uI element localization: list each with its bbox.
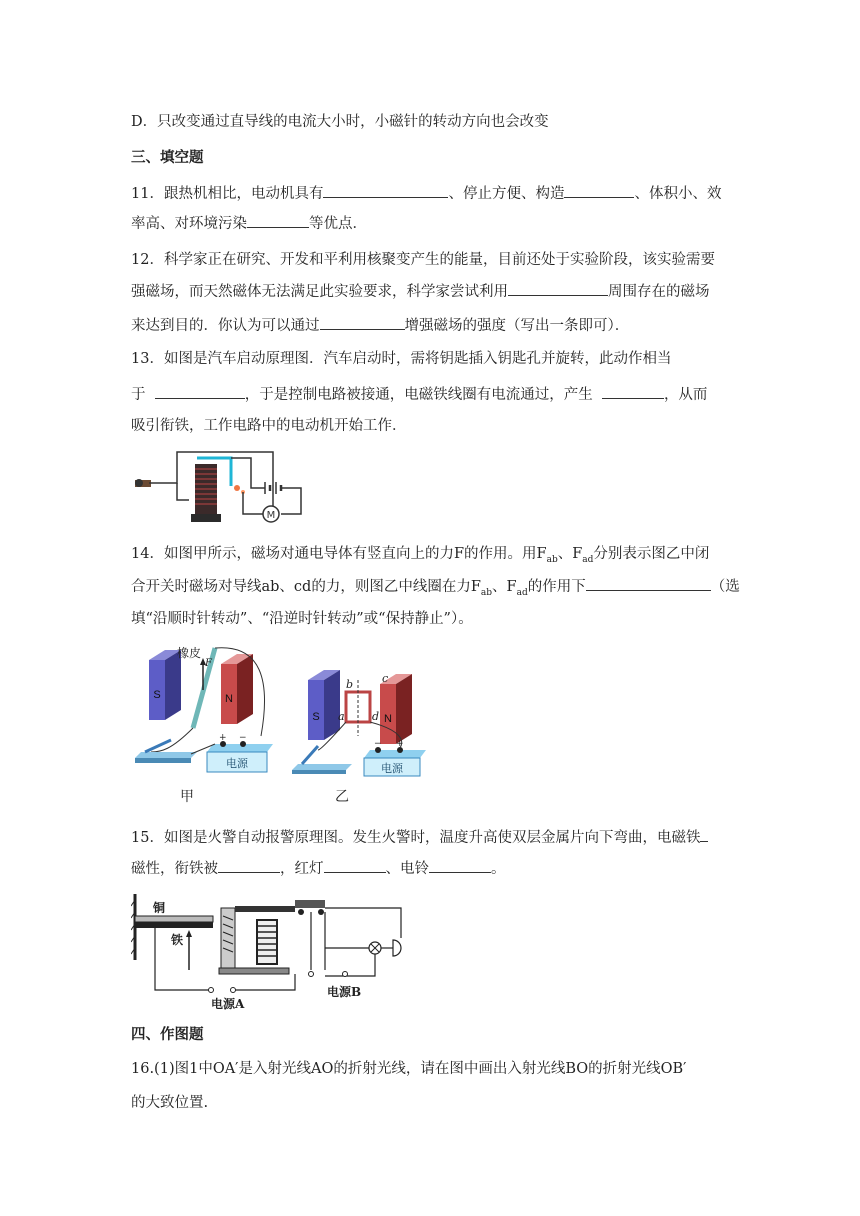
- question-15-line-1: [131, 827, 708, 848]
- q11-text-e: 等优点．: [309, 216, 367, 232]
- svg-text:M: M: [266, 510, 276, 521]
- q14-text-b2: 、F: [492, 579, 517, 595]
- plus-label-yi: +: [396, 739, 404, 749]
- q15-blank-3[interactable]: [324, 858, 386, 873]
- power-label-yi: 电源: [381, 762, 403, 775]
- q14-text-b4: （选: [710, 579, 740, 595]
- power-a-label: 电源A: [211, 997, 245, 1010]
- q15-text-b3: 、电铃: [385, 861, 429, 877]
- question-13-line-2: [131, 384, 707, 405]
- q14-sub-ab: ab: [546, 554, 558, 565]
- question-16-line-2: 的大致位置.: [131, 1095, 209, 1111]
- figure-jia: [131, 640, 291, 780]
- coil-a-label: a: [338, 710, 345, 723]
- q14-text-a2: 、F: [557, 546, 583, 562]
- coil-d-label: d: [372, 710, 380, 723]
- q14-blank-1[interactable]: [586, 576, 711, 591]
- q11-text-b: 、停止方便、构造: [448, 186, 565, 202]
- q13-blank-2[interactable]: [602, 384, 664, 399]
- q12-text-c: 周围存在的磁场: [608, 284, 710, 300]
- question-14-line-2: [131, 576, 740, 603]
- power-label-jia: 电源: [226, 757, 248, 770]
- section-heading-drawing: 四、作图题: [131, 1027, 204, 1043]
- q11-text-c: 、体积小、效: [634, 186, 722, 202]
- q15-blank-1[interactable]: [700, 827, 708, 842]
- magnet-s-label-yi: S: [312, 711, 320, 723]
- q12-blank-1[interactable]: [508, 281, 608, 296]
- q15-text-a: 15．如图是火警自动报警原理图。发生火警时，温度升高使双层金属片向下弯曲，电磁铁: [131, 830, 701, 846]
- q14-text-b1: 合开关时磁场对导线ab、cd的力，则图乙中线圈在力F: [131, 579, 481, 595]
- question-12-line-2: [131, 281, 710, 302]
- question-11-line-2: [131, 213, 367, 234]
- q14-sub-ad-2: ad: [516, 587, 528, 598]
- q12-text-e: 增强磁场的强度（写出一条即可）．: [404, 318, 630, 334]
- q11-blank-1[interactable]: [323, 183, 448, 198]
- magnet-s-label: S: [153, 689, 161, 701]
- question-14-line-3: 填“沿顺时针转动”、“沿逆时针转动”或“保持静止”）。: [131, 611, 473, 627]
- q12-text-b: 强磁场，而天然磁体无法满足此实验要求，科学家尝试利用: [131, 284, 508, 300]
- question-12-line-1: 12．科学家正在研究、开发和平利用核聚变产生的能量，目前还处于实验阶段，该实验需要: [131, 252, 715, 268]
- section-heading-fill-blank: 三、填空题: [131, 150, 204, 166]
- magnet-n-label-yi: N: [384, 713, 392, 725]
- force-f-label: F: [205, 658, 212, 669]
- q14-sub-ad: ad: [582, 554, 594, 565]
- minus-label-yi: −: [374, 739, 382, 749]
- q13-text-c: ，于是控制电路被接通，电磁铁线圈有电流通过，产生: [244, 387, 593, 403]
- car-starter-circuit-figure: [131, 444, 307, 526]
- fire-alarm-circuit-figure: [131, 890, 411, 1010]
- caption-jia: 甲: [180, 789, 194, 805]
- question-13-line-3: 吸引衔铁，工作电路中的电动机开始工作．: [131, 418, 407, 434]
- q11-blank-2[interactable]: [564, 183, 634, 198]
- q12-text-d: 来达到目的．你认为可以通过: [131, 318, 320, 334]
- iron-label: 铁: [171, 933, 184, 947]
- question-15-line-2: [131, 858, 506, 879]
- q11-blank-3[interactable]: [247, 213, 309, 228]
- q15-text-b1: 磁性，衔铁被: [131, 861, 218, 877]
- figure-yi: [290, 640, 430, 780]
- question-14-line-1: [131, 544, 709, 570]
- plus-label: +: [219, 733, 227, 743]
- q15-text-b2: ，红灯: [280, 861, 324, 877]
- q13-text-b: 于: [131, 387, 146, 403]
- q13-text-d: ，从而: [663, 387, 708, 403]
- power-b-label: 电源B: [327, 985, 362, 999]
- magnet-n-label: N: [225, 693, 233, 705]
- q14-sub-ab-2: ab: [480, 587, 493, 598]
- q14-text-a3: 分别表示图乙中闭: [593, 546, 710, 562]
- question-13-line-1: 13．如图是汽车启动原理图．汽车启动时，需将钥匙插入钥匙孔并旋转，此动作相当: [131, 351, 672, 367]
- copper-label: 铜: [153, 901, 166, 915]
- question-12-line-3: [131, 315, 629, 336]
- rubber-label: 橡皮: [177, 646, 202, 660]
- q11-text-d: 率高、对环境污染: [131, 216, 247, 232]
- q15-blank-2[interactable]: [218, 858, 280, 873]
- q14-text-b3: 的作用下: [527, 579, 586, 595]
- caption-yi: 乙: [335, 789, 349, 805]
- q15-blank-4[interactable]: [429, 858, 491, 873]
- question-16-line-1: 16.(1)图1中OA′是入射光线AO的折射光线，请在图中画出入射光线BO的折射光线OB′: [131, 1061, 687, 1077]
- q14-text-a1: 14．如图甲所示，磁场对通电导体有竖直向上的力F的作用。用F: [131, 546, 547, 562]
- q12-blank-2[interactable]: [320, 315, 405, 330]
- question-11-line-1: [131, 183, 721, 204]
- option-d: D．只改变通过直导线的电流大小时，小磁针的转动方向也会改变: [131, 114, 549, 130]
- q15-text-b4: 。: [491, 861, 506, 877]
- minus-label: −: [239, 733, 247, 743]
- coil-b-label: b: [346, 678, 354, 691]
- coil-c-label: c: [382, 672, 389, 685]
- q13-blank-1[interactable]: [155, 384, 245, 399]
- q11-text-a: 11．跟热机相比，电动机具有: [131, 186, 324, 202]
